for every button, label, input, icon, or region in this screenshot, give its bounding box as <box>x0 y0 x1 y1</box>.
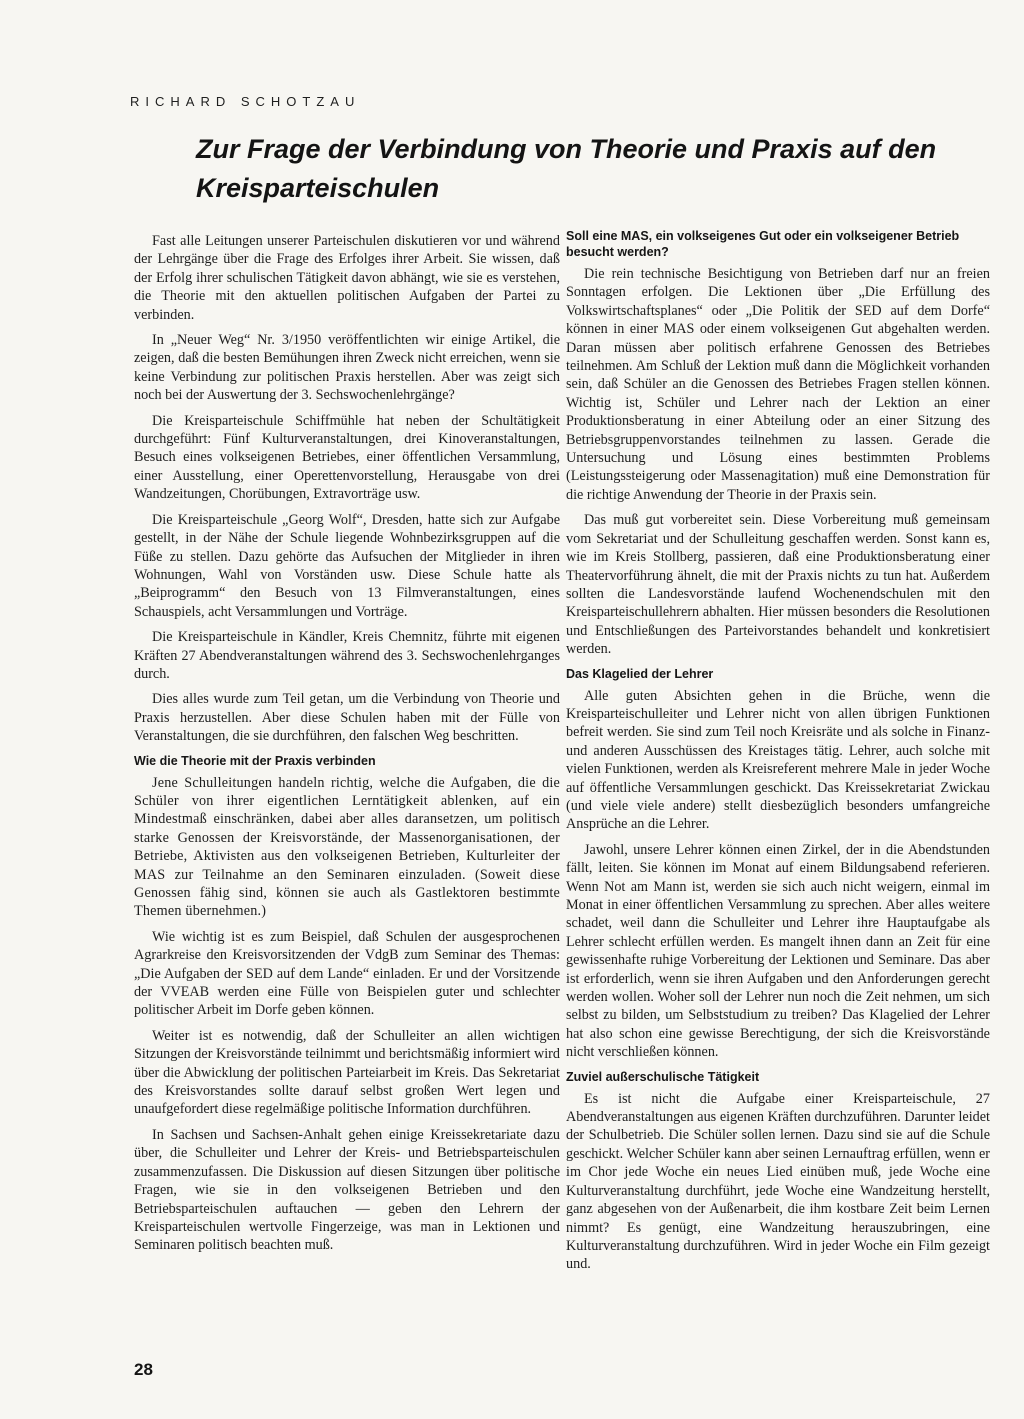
paragraph: Dies alles wurde zum Teil getan, um die Verbindung von Theorie und Praxis herzustellen. Aber diese Schulen haben mit der Fülle von Veranstaltungen, die sie durchführen, den falschen Weg beschritten. <box>134 691 560 745</box>
author-name: RICHARD SCHOTZAU <box>130 94 361 109</box>
paragraph: Die Kreisparteischule Schiffmühle hat neben der Schultätigkeit durchgeführt: Fünf Kulturveranstaltungen, drei Kinoveranstaltungen, Besuch eines volkseigenen Betriebes, einer öffentlichen Versammlung, einer Ausstellung, einer Operettenvorstellung, Herausgabe von drei Wandzeitungen, Chorübungen, Extravorträge usw. <box>134 412 560 503</box>
paragraph: Wie wichtig ist es zum Beispiel, daß Schulen der ausgesprochenen Agrarkreise den Kreisvorsitzenden der VdgB zum Seminar des Themas: „Die Aufgaben der SED auf dem Lande“ einladen. Er und der Vorsitzende der VVEAB werden eine Fülle von Beispielen guter und schlechter politischer Arbeit im Dorfe geben können. <box>134 928 560 1019</box>
left-column <box>134 232 560 1262</box>
paragraph: In Sachsen und Sachsen-Anhalt gehen einige Kreissekretariate dazu über, die Schulleiter und Lehrer der Kreis- und Betriebsparteischulen zusammenzufassen. Die Diskussion auf diesen Sitzungen über politische Fragen, wie sie in den volkseigenen Betrieben und den Betriebsparteischulen auftauchen — geben den Lehrern der Kreisparteischulen wertvolle Fingerzeige, was man in Lektionen und Seminaren politisch beachten muß. <box>134 1126 560 1254</box>
paragraph: In „Neuer Weg“ Nr. 3/1950 veröffentlichten wir einige Artikel, die zeigen, daß die besten Bemühungen ihren Zweck nicht erreichen, wenn sie keine Verbindung zur politischen Praxis herstellen. Aber was zeigt sich noch bei der Auswertung der 3. Sechswochenlehrgänge? <box>134 332 560 404</box>
article-title: Zur Frage der Verbindung von Theorie und Praxis auf den Kreisparteischulen <box>196 134 937 203</box>
paragraph: Die rein technische Besichtigung von Betrieben darf nur an freien Sonntagen erfolgen. Die Lektionen über „Die Erfüllung des Volkswirtschaftsplanes“ oder „Die Politik der SED auf dem Dorfe“ können in einer MAS oder einem volkseigenen Gut abgehalten werden. Daran müssen aber politisch erfahrene Genossen des Betriebes teilnehmen. Am Schluß der Lektion muß dann die Möglichkeit vorhanden sein, daß Schüler an die Genossen des Betriebes Fragen stellen können. Wichtig ist, Schüler und Lehrer nach der Lektion an einer Produktionsberatung in einer Abteilung oder an einer Sitzung des Betriebsgruppenvorstandes teilnehmen zu lassen. Gerade die Untersuchung und Lösung eines bestimmten Problems (Leistungssteigerung oder Massenagitation) muß eine Demonstration für die richtige Anwendung der Theorie in der Praxis sein. <box>566 266 990 503</box>
paragraph: Fast alle Leitungen unserer Parteischulen diskutieren vor und während der Lehrgänge über die Frage des Erfolges ihrer Arbeit. Sie wissen, daß der Erfolg ihrer schulischen Tätigkeit davon abhängt, wie sie es verstehen, die Theorie mit den aktuellen politischen Aufgaben der Partei zu verbinden. <box>134 233 560 323</box>
paragraph: Weiter ist es notwendig, daß der Schulleiter an allen wichtigen Sitzungen der Kreisvorstände teilnimmt und berichtsmäßig informiert wird über die Abwicklung der politischen Parteiarbeit im Kreis. Das Sekretariat des Kreisvorstandes sollte darauf selbst großen Wert legen und unaufgefordert diese regelmäßige politische Information durchführen. <box>134 1027 560 1118</box>
section-heading: Das Klagelied der Lehrer <box>566 666 714 681</box>
section-heading: Zuviel außerschulische Tätigkeit <box>566 1069 760 1084</box>
paragraph: Jene Schulleitungen handeln richtig, welche die Aufgaben, die die Schüler von ihrer eigentlichen Lerntätigkeit ablenken, auf ein Mindestmaß einschränken, dabei aber alles daransetzen, um politisch starke Genossen der Kreisvorstände, der Massenorganisationen, der Betriebe, Aktivisten aus den volkseigenen Betrieben, Kulturleiter der MAS zur Teilnahme an den Seminaren einzuladen. (Soweit diese Genossen fähig sind, können sie auch als Gastlektoren bestimmte Themen übernehmen.) <box>134 774 560 920</box>
paragraph: Es ist nicht die Aufgabe einer Kreisparteischule, 27 Abendveranstaltungen aus eigenen Kräften durchzuführen. Darunter leidet der Schulbetrieb. Die Schüler sollen lernen. Dazu sind sie auf die Schule geschickt. Welcher Schüler kann aber seinen Lernauftrag erfüllen, wenn er im Chor jede Woche ein neues Lied einüben muß, jede Woche eine Kulturveranstaltung durchführt, jede Woche eine Wandzeitung herstellt, ganz abgesehen von der Außenarbeit, die ihm kostbare Zeit beim Lernen nimmt? Es genügt, eine Wandzeitung herauszubringen, eine Kulturveranstaltung durchzuführen. Wird in jeder Woche ein Film gezeigt und. <box>566 1090 990 1273</box>
paragraph: Alle guten Absichten gehen in die Brüche, wenn die Kreisparteischulleiter und Lehrer nicht von allen übrigen Funktionen befreit werden. Sie sind zum Teil noch Kreisräte und als solche in Finanz- und anderen Ausschüssen des Kreistages tätig. Lehrer, auch solche mit vielen Funktionen, werden als Kreisreferent mehrere Male in jeder Woche auf öffentliche Versammlungen geschickt. Das Kreissekretariat Zwickau (und viele viele andere) stellt diesbezüglich besonders umfangreiche Ansprüche an die Lehrer. <box>566 687 990 833</box>
section-heading: Soll eine MAS, ein volkseigenes Gut oder ein volkseigener Betrieb besucht werden? <box>566 229 960 259</box>
paragraph: Die Kreisparteischule „Georg Wolf“, Dresden, hatte sich zur Aufgabe gestellt, in der Nähe der Schule liegende Wohnbezirksgruppen auf die Füße zu stellen. Dazu gehörte das Aufsuchen der Mitglieder in ihren Wohnungen, Wahl von Vorständen usw. Diese Schule hatte als „Beiprogramm“ den Besuch von 13 Filmveranstaltungen, eines Schauspiels, acht Versammlungen und Vorträge. <box>134 511 560 620</box>
paragraph: Das muß gut vorbereitet sein. Diese Vorbereitung muß gemeinsam vom Sekretariat und der Schulleitung geschaffen werden. Sonst kann es, wie im Kreis Stollberg, passieren, daß eine Produktionsberatung einer Theatervorführung ähnelt, die mit der Praxis nichts zu tun hat. Außerdem sollten die Landesvorstände laufend Wochenendschulen mit den Kreisparteischullehrern abhalten. Hier müssen besonders die Resolutionen und Entschließungen des Parteivorstandes behandelt und konkretisiert werden. <box>566 512 990 658</box>
paragraph: Die Kreisparteischule in Kändler, Kreis Chemnitz, führte mit eigenen Kräften 27 Abendveranstaltungen während des 3. Sechswochenlehrganges durch. <box>134 629 560 682</box>
page-number: 28 <box>134 1360 153 1379</box>
paragraph: Jawohl, unsere Lehrer können einen Zirkel, der in die Abendstunden fällt, leiten. Sie können im Monat auf einem Bildungsabend referieren. Wenn Not am Mann ist, werden sie sich auch nicht weigern, einmal im Monat in einer öffentlichen Versammlung zu sprechen. Aber alles weitere schadet, weil dann die Schulleiter und Lehrer ihre Hauptaufgabe als Lehrer schlecht erfüllen werden. Es mangelt ihnen dann an Zeit für eine gewissenhafte ruhige Vorbereitung der Lektionen und Seminare. Das aber ist erforderlich, wenn sie ihren Aufgaben und den Anforderungen gerecht werden wollen. Woher soll der Lehrer nun noch die Zeit nehmen, um sich selbst zu bilden, um Selbststudium zu treiben? Das Klagelied der Lehrer hat also schon eine gewisse Berechtigung, der sich die Kreisvorstände nicht verschließen können. <box>566 841 990 1061</box>
section-heading: Wie die Theorie mit der Praxis verbinden <box>134 753 376 768</box>
right-column <box>566 228 990 1281</box>
